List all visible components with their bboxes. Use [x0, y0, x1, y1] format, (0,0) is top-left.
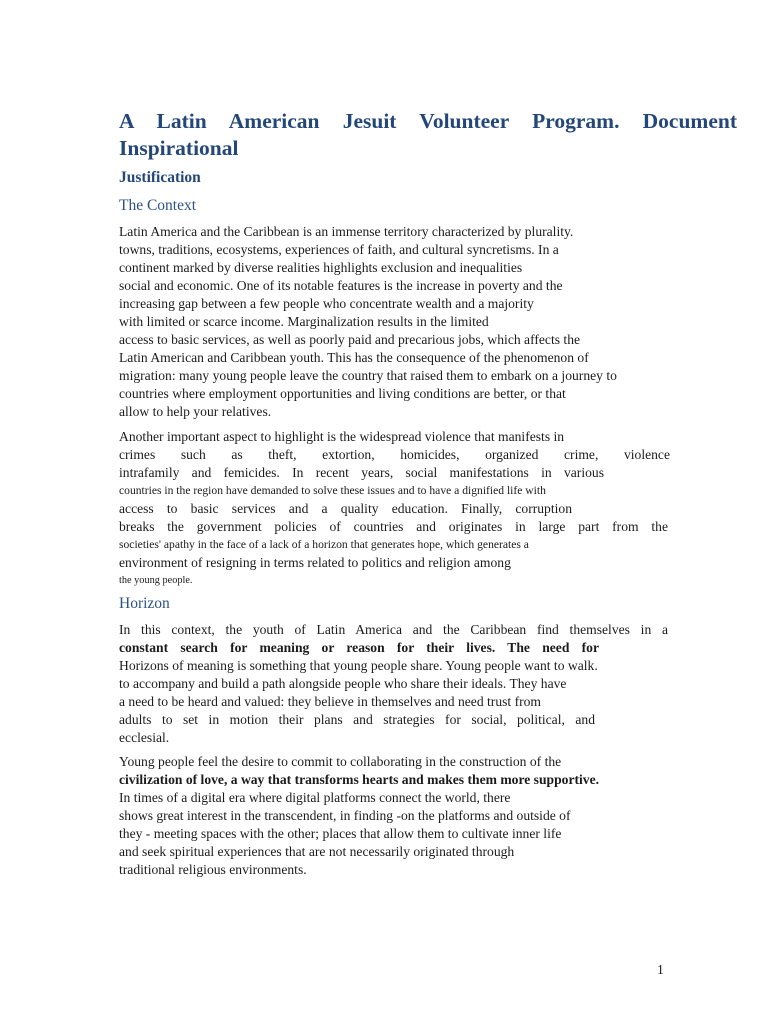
- text-line: intrafamily and femicides. In recent years, social manifestations in various: [119, 465, 604, 480]
- text-line: ecclesial.: [119, 730, 170, 745]
- context-paragraph-2: [119, 428, 739, 590]
- text-line: countries in the region have demanded to solve these issues and to have a dignified life with: [119, 484, 546, 497]
- text-line: shows great interest in the transcendent, in finding -on the platforms and outside of: [119, 808, 571, 823]
- text-line: social and economic. One of its notable features is the increase in poverty and the: [119, 278, 563, 293]
- context-paragraph-1: [119, 223, 739, 421]
- text-line: increasing gap between a few people who concentrate wealth and a majority: [119, 296, 534, 311]
- text-line: In times of a digital era where digital platforms connect the world, there: [119, 790, 511, 805]
- text-line: migration: many young people leave the country that raised them to embark on a journey to: [119, 368, 617, 383]
- text-line: continent marked by diverse realities highlights exclusion and inequalities: [119, 260, 523, 275]
- text-line: Latin American and Caribbean youth. This has the consequence of the phenomenon of: [119, 350, 589, 365]
- text-line: Young people feel the desire to commit to collaborating in the construction of the: [119, 754, 562, 769]
- text-line: crimes such as theft, extortion, homicides, organized crime, violence: [119, 447, 670, 462]
- text-line: environment of resigning in terms related to politics and religion among: [119, 555, 511, 570]
- text-line: a need to be heard and valued: they believe in themselves and need trust from: [119, 694, 542, 709]
- subheading-horizon: Horizon: [119, 595, 170, 612]
- text-line: access to basic services and a quality education. Finally, corruption: [119, 501, 572, 516]
- text-line: breaks the government policies of countries and originates in large part from the: [119, 519, 668, 534]
- text-line-bold: civilization of love, a way that transforms hearts and makes them more supportive.: [119, 772, 600, 787]
- horizon-paragraph-2: [119, 753, 739, 879]
- text-line: Latin America and the Caribbean is an immense territory characterized by plurality.: [119, 224, 574, 239]
- text-line: traditional religious environments.: [119, 862, 307, 877]
- document-title: A Latin American Jesuit Volunteer Program. Document Inspirational: [119, 109, 737, 160]
- horizon-paragraph-1: [119, 621, 739, 747]
- text-line: towns, traditions, ecosystems, experiences of faith, and cultural syncretisms. In a: [119, 242, 559, 257]
- text-line: Horizons of meaning is something that young people share. Young people want to walk.: [119, 658, 598, 673]
- text-line: In this context, the youth of Latin America and the Caribbean find themselves in a: [119, 622, 668, 637]
- text-line: societies' apathy in the face of a lack of a horizon that generates hope, which generates a: [119, 538, 529, 551]
- section-heading-justification: Justification: [119, 169, 201, 186]
- page-number: 1: [657, 962, 664, 977]
- text-line: the young people.: [119, 575, 193, 586]
- text-line: with limited or scarce income. Marginalization results in the limited: [119, 314, 489, 329]
- text-line: they - meeting spaces with the other; places that allow them to cultivate inner life: [119, 826, 562, 841]
- text-line: access to basic services, as well as poorly paid and precarious jobs, which affects the: [119, 332, 581, 347]
- text-line: adults to set in motion their plans and strategies for social, political, and: [119, 712, 595, 727]
- text-line: to accompany and build a path alongside people who share their ideals. They have: [119, 676, 567, 691]
- text-line: Another important aspect to highlight is the widespread violence that manifests in: [119, 429, 565, 444]
- text-line: allow to help your relatives.: [119, 404, 272, 419]
- text-line: and seek spiritual experiences that are not necessarily originated through: [119, 844, 515, 859]
- text-line-bold: constant search for meaning or reason for their lives. The need for: [119, 640, 599, 655]
- subheading-the-context: The Context: [119, 197, 197, 214]
- text-line: countries where employment opportunities and living conditions are better, or that: [119, 386, 566, 401]
